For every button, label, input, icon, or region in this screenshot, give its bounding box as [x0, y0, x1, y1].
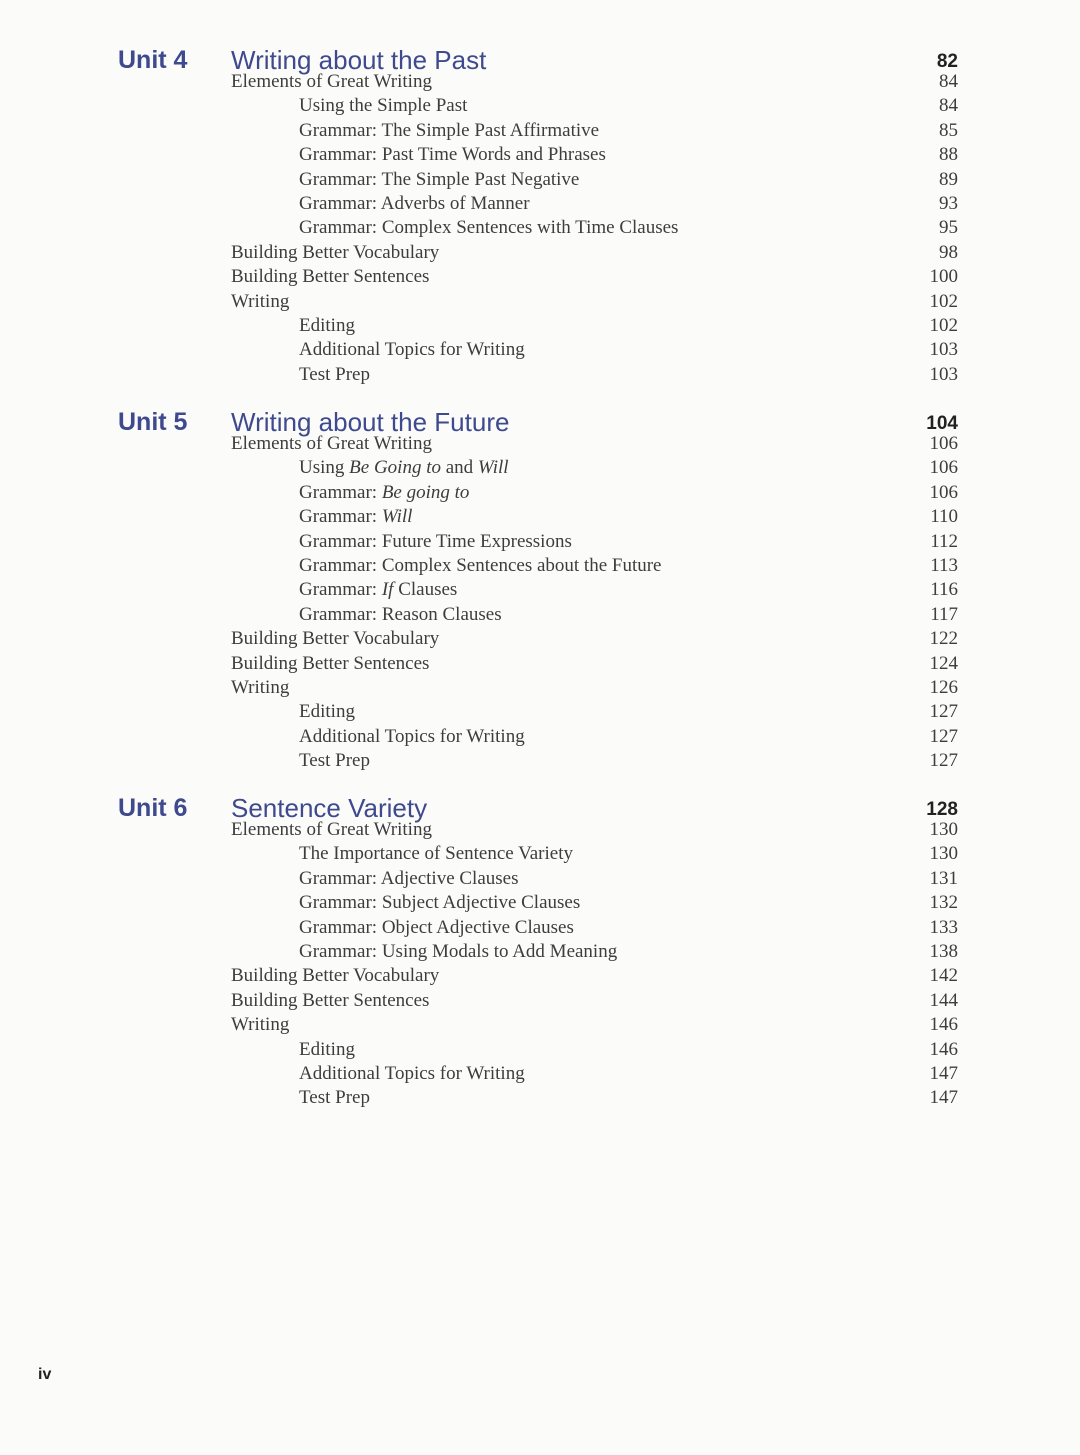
toc-entry	[0, 266, 1080, 290]
toc-entry-title: Test Prep	[299, 363, 370, 385]
toc-entry-page-number: 127	[929, 725, 958, 747]
toc-entry	[0, 941, 1080, 965]
toc-entry	[0, 120, 1080, 144]
toc-entry-title	[299, 482, 469, 504]
toc-entry	[0, 677, 1080, 701]
toc-entry-title: Building Better Sentences	[231, 266, 430, 288]
toc-entry	[0, 653, 1080, 677]
toc-entry-title: Writing	[231, 290, 290, 312]
toc-entry-title: Additional Topics for Writing	[299, 725, 525, 747]
italic-term: Will	[477, 457, 509, 479]
toc-entry	[0, 555, 1080, 579]
toc-entry-title: Writing	[231, 1014, 290, 1036]
page-folio: iv	[38, 1366, 52, 1383]
toc-entry	[0, 71, 1080, 95]
toc-entry-page-number: 113	[930, 554, 958, 576]
toc-entry	[0, 819, 1080, 843]
toc-entry-page-number: 106	[929, 481, 958, 503]
toc-entry-page-number: 130	[929, 843, 958, 865]
toc-entry	[0, 217, 1080, 241]
unit-page-number: 128	[926, 799, 958, 820]
toc-entry	[0, 965, 1080, 989]
toc-entry	[0, 457, 1080, 481]
text-fragment: Using	[299, 457, 350, 479]
toc-entry-page-number: 124	[929, 652, 958, 674]
toc-entry	[0, 433, 1080, 457]
toc-entry	[0, 1087, 1080, 1111]
toc-entry-page-number: 126	[929, 676, 958, 698]
toc-entry-title: Grammar: Adjective Clauses	[299, 867, 519, 889]
toc-entry-page-number: 103	[929, 363, 958, 385]
italic-term: If	[381, 579, 394, 601]
toc-entry-title: Building Better Vocabulary	[231, 628, 440, 650]
toc-entry-page-number: 117	[930, 603, 958, 625]
toc-entry-title: Building Better Vocabulary	[231, 241, 440, 263]
toc-entry-page-number: 144	[929, 989, 958, 1011]
toc-entry-title: Editing	[299, 314, 355, 336]
unit-title: Sentence Variety	[231, 793, 428, 823]
toc-entry	[0, 95, 1080, 119]
toc-entry-page-number: 133	[929, 916, 958, 938]
toc-entry-page-number: 132	[929, 892, 958, 914]
toc-entry	[0, 579, 1080, 603]
unit-label: Unit 6	[118, 794, 188, 822]
toc-entry	[0, 1014, 1080, 1038]
toc-entry-page-number: 146	[929, 1038, 958, 1060]
toc-entry-title: Grammar: Complex Sentences about the Future	[299, 554, 662, 576]
toc-entry	[0, 291, 1080, 315]
toc-entry-page-number: 100	[929, 266, 958, 288]
toc-entry-title: Editing	[299, 701, 355, 723]
toc-entry-title: Grammar: Adverbs of Manner	[299, 192, 530, 214]
toc-entry-title	[299, 579, 457, 601]
toc-entry-page-number: 103	[929, 339, 958, 361]
toc-entry-page-number: 102	[929, 290, 958, 312]
toc-entry-title: Test Prep	[299, 1087, 370, 1109]
toc-entry-title: Building Better Sentences	[231, 989, 430, 1011]
toc-entry	[0, 506, 1080, 530]
toc-entry-page-number: 89	[939, 168, 958, 190]
toc-entry-title: Grammar: The Simple Past Affirmative	[299, 119, 600, 141]
toc-entry	[0, 868, 1080, 892]
toc-entry-page-number: 142	[929, 965, 958, 987]
toc-entry	[0, 531, 1080, 555]
toc-entry-title: Additional Topics for Writing	[299, 339, 525, 361]
text-fragment: and	[440, 457, 478, 479]
toc-entry-title: Grammar: Subject Adjective Clauses	[299, 892, 581, 914]
unit-title: Writing about the Past	[231, 45, 487, 75]
toc-entry-page-number: 130	[929, 819, 958, 840]
toc-entry-title: Grammar: Complex Sentences with Time Clauses	[299, 217, 679, 239]
toc-entry	[0, 604, 1080, 628]
toc-entry-page-number: 98	[939, 241, 958, 263]
italic-term: Will	[381, 506, 413, 528]
unit-label: Unit 4	[118, 46, 188, 74]
toc-entry	[0, 750, 1080, 774]
toc-entry-page-number: 106	[929, 457, 958, 479]
toc-entry-title: Elements of Great Writing	[231, 819, 432, 840]
unit-page-number: 82	[936, 51, 958, 72]
text-fragment: Grammar:	[299, 506, 382, 528]
toc-entry-title: Grammar: Object Adjective Clauses	[299, 916, 574, 938]
italic-term: Be going to	[381, 481, 470, 503]
toc-entry	[0, 169, 1080, 193]
toc-entry-title: Grammar: The Simple Past Negative	[299, 168, 580, 190]
toc-entry-page-number: 127	[929, 750, 958, 772]
toc-entry-title: Building Better Vocabulary	[231, 965, 440, 987]
toc-entry-title: The Importance of Sentence Variety	[299, 843, 573, 865]
unit-page-number: 104	[926, 413, 958, 434]
italic-term: Be Going to	[349, 457, 441, 479]
toc-entry-title: Using the Simple Past	[299, 95, 468, 117]
toc-entry	[0, 144, 1080, 168]
toc-entry-title: Grammar: Reason Clauses	[299, 603, 502, 625]
toc-entry-page-number: 95	[939, 217, 958, 239]
toc-entry	[0, 315, 1080, 339]
toc-entry-page-number: 116	[930, 579, 958, 601]
toc-entry-list	[0, 433, 1080, 774]
toc-entry-title: Grammar: Future Time Expressions	[299, 530, 572, 552]
toc-entry	[0, 242, 1080, 266]
toc-entry-page-number: 147	[929, 1062, 958, 1084]
toc-entry-title	[299, 506, 412, 528]
toc-entry	[0, 843, 1080, 867]
toc-entry	[0, 701, 1080, 725]
text-fragment: Clauses	[393, 579, 458, 601]
toc-entry	[0, 990, 1080, 1014]
toc-entry-page-number: 102	[929, 314, 958, 336]
toc-entry	[0, 339, 1080, 363]
toc-entry-page-number: 84	[939, 95, 958, 117]
toc-entry-list	[0, 71, 1080, 388]
toc-entry-title: Test Prep	[299, 750, 370, 772]
unit-label: Unit 5	[118, 408, 188, 436]
toc-entry-page-number: 88	[939, 144, 958, 166]
toc-entry-title: Editing	[299, 1038, 355, 1060]
toc-entry	[0, 1063, 1080, 1087]
toc-entry-page-number: 112	[930, 530, 958, 552]
toc-entry	[0, 1039, 1080, 1063]
toc-entry	[0, 364, 1080, 388]
toc-entry-title: Building Better Sentences	[231, 652, 430, 674]
toc-entry-page-number: 85	[939, 119, 958, 141]
toc-entry	[0, 193, 1080, 217]
toc-entry-page-number: 106	[929, 433, 958, 454]
toc-entry	[0, 628, 1080, 652]
toc-entry-page-number: 127	[929, 701, 958, 723]
toc-entry-page-number: 110	[930, 506, 958, 528]
toc-entry-page-number: 147	[929, 1087, 958, 1109]
toc-entry-page-number: 93	[939, 192, 958, 214]
toc-entry	[0, 892, 1080, 916]
toc-entry-title: Elements of Great Writing	[231, 433, 432, 454]
toc-entry	[0, 482, 1080, 506]
toc-entry-title: Writing	[231, 676, 290, 698]
toc-entry-page-number: 84	[939, 71, 958, 92]
toc-entry	[0, 726, 1080, 750]
toc-entry-page-number: 131	[929, 867, 958, 889]
toc-entry-title: Grammar: Using Modals to Add Meaning	[299, 940, 618, 962]
text-fragment: Grammar:	[299, 481, 382, 503]
toc-entry-page-number: 146	[929, 1014, 958, 1036]
text-fragment: Grammar:	[299, 579, 382, 601]
toc-entry-page-number: 122	[929, 628, 958, 650]
toc-entry-page-number: 138	[929, 940, 958, 962]
toc-entry	[0, 917, 1080, 941]
toc-entry-title: Grammar: Past Time Words and Phrases	[299, 144, 606, 166]
unit-title: Writing about the Future	[231, 407, 510, 437]
toc-entry-title: Elements of Great Writing	[231, 71, 432, 92]
toc-entry-title	[299, 457, 509, 479]
toc-entry-list	[0, 819, 1080, 1112]
toc-entry-title: Additional Topics for Writing	[299, 1062, 525, 1084]
